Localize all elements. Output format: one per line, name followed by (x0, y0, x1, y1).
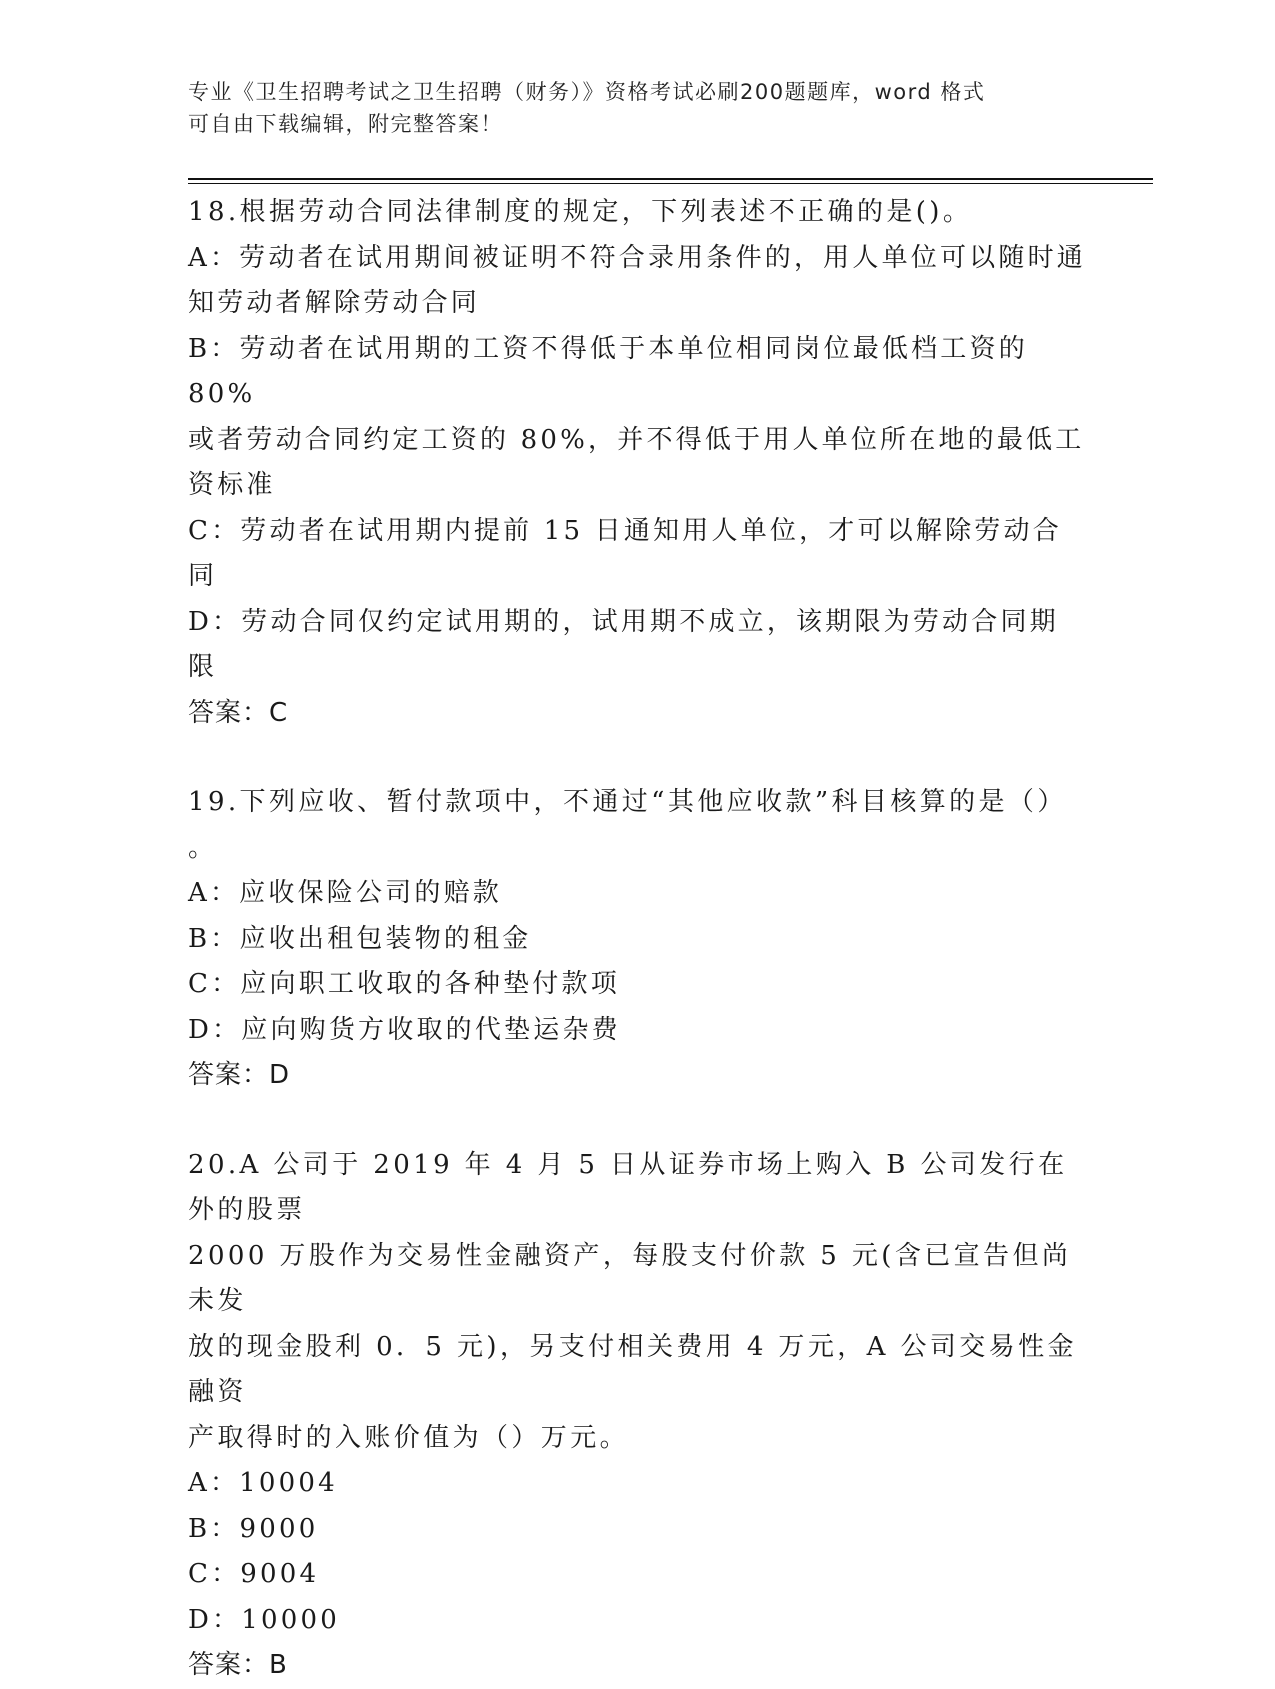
option-a: A：10004 (188, 1468, 338, 1498)
option-b: B：应收出租包装物的租金 (188, 923, 532, 954)
question-stem-cont: 2000 万股作为交易性金融资产，每股支付价款 5 元(含已宣告但尚未发 (188, 1240, 1072, 1316)
option-d: D：应向购货方收取的代垫运杂费 (188, 1014, 621, 1045)
option-a: A：应收保险公司的赔款 (188, 878, 502, 908)
option-c: C：应向职工收取的各种垫付款项 (188, 969, 620, 999)
document-header (188, 76, 1068, 140)
question-18 (188, 190, 1088, 736)
question-stem: 19.下列应收、暂付款项中，不通过“其他应收款”科目核算的是（） (188, 787, 1067, 817)
answer-label: 答案：C (188, 697, 289, 728)
option-a: A：劳动者在试用期间被证明不符合录用条件的，用人单位可以随时通 (188, 242, 1086, 273)
header-line-2: 可自由下载编辑，附完整答案！ (188, 112, 503, 136)
question-list (188, 190, 1088, 1689)
option-b: B：劳动者在试用期的工资不得低于本单位相同岗位最低档工资的 80% (188, 333, 1028, 409)
option-c: C：劳动者在试用期内提前 15 日通知用人单位，才可以解除劳动合同 (188, 515, 1062, 591)
question-19 (188, 780, 1088, 1099)
option-b-cont: 或者劳动合同约定工资的 80%，并不得低于用人单位所在地的最低工 (188, 424, 1085, 455)
header-divider-thick (188, 178, 1153, 180)
option-c: C：9004 (188, 1559, 320, 1589)
answer-label: 答案：D (188, 1060, 291, 1090)
question-spacer (188, 1099, 1088, 1143)
header-divider-thin (188, 183, 1153, 184)
question-stem-cont: 。 (188, 832, 218, 863)
question-stem-cont: 产取得时的入账价值为（）万元。 (188, 1422, 630, 1453)
question-stem: 20.A 公司于 2019 年 4 月 5 日从证券市场上购入 B 公司发行在外的股票 (188, 1149, 1068, 1225)
option-a-cont: 知劳动者解除劳动合同 (188, 288, 481, 318)
question-20 (188, 1143, 1088, 1689)
question-stem: 18.根据劳动合同法律制度的规定，下列表述不正确的是()。 (188, 197, 973, 227)
option-d: D：10000 (188, 1604, 340, 1635)
option-b-cont: 资标准 (188, 470, 276, 500)
question-spacer (188, 736, 1088, 780)
option-d: D：劳动合同仅约定试用期的，试用期不成立，该期限为劳动合同期限 (188, 606, 1059, 682)
answer-label: 答案：B (188, 1650, 288, 1680)
question-stem-cont: 放的现金股利 0．5 元)，另支付相关费用 4 万元，A 公司交易性金融资 (188, 1331, 1077, 1407)
option-b: B：9000 (188, 1513, 319, 1544)
header-line-1: 专业《卫生招聘考试之卫生招聘（财务）》资格考试必刷200题题库，word 格式 (188, 80, 986, 104)
